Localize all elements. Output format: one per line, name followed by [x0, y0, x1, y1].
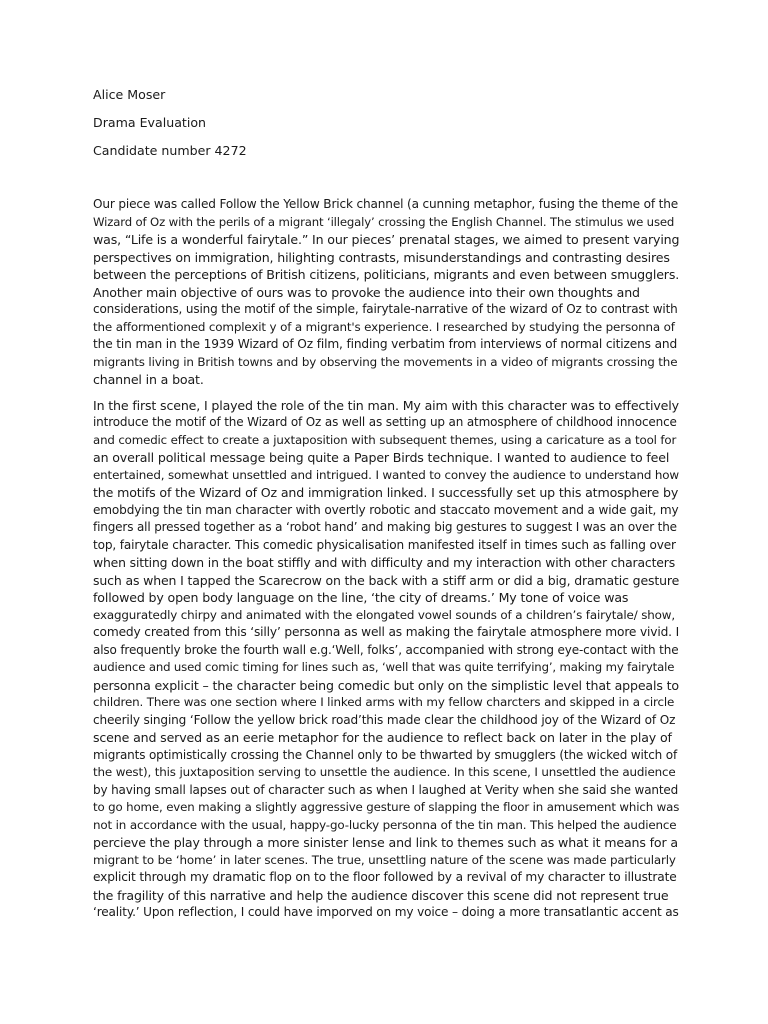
author-name: Alice Moser — [93, 87, 166, 102]
paragraph-line: introduce the motif of the Wizard of Oz as well as setting up an atmosphere of childhood innocence — [93, 415, 677, 429]
paragraph-line: and comedic effect to create a juxtaposition with subsequent themes, using a caricature as a tool for — [93, 432, 677, 447]
paragraph-line: Wizard of Oz with the perils of a migrant ‘illegaly’ crossing the English Channel. The stimulus we used — [93, 214, 675, 229]
paragraph-line: migrant to be ‘home’ in later scenes. The true, unsettling nature of the scene was made particularly — [93, 852, 676, 867]
paragraph-line: Another main objective of ours was to provoke the audience into their own thoughts and — [93, 284, 640, 300]
paragraph-line: migrants living in British towns and by observing the movements in a video of migrants crossing the — [93, 354, 678, 369]
paragraph-line: between the perceptions of British citizens, politicians, migrants and even between smugglers. — [93, 267, 680, 282]
paragraph-line: by having small lapses out of character such as when I laughed at Verity when she said she wanted — [93, 782, 679, 797]
paragraph-line: top, fairytale character. This comedic physicalisation manifested itself in times such as falling over — [93, 537, 676, 552]
paragraph-line: also frequently broke the fourth wall e.g.‘Well, folks’, accompanied with strong eye-contact with the — [93, 642, 679, 657]
paragraph-line: Our piece was called Follow the Yellow Brick channel (a cunning metaphor, fusing the theme of the — [93, 197, 679, 211]
document-page — [93, 86, 679, 930]
paragraph — [93, 196, 679, 389]
paragraph-line: personna explicit – the character being comedic but only on the simplistic level that appeals to — [93, 677, 679, 693]
paragraph-line: cheerily singing ‘Follow the yellow brick road’this made clear the childhood joy of the Wizard of Oz — [93, 712, 676, 727]
paragraph-line: to go home, even making a slightly aggressive gesture of slapping the floor in amusement which was — [93, 800, 680, 814]
paragraph — [93, 397, 679, 922]
paragraph-line: such as when I tapped the Scarecrow on the back with a stiff arm or did a big, dramatic gesture — [93, 572, 680, 588]
paragraph-line: followed by open body language on the line, ‘the city of dreams.’ My tone of voice was — [93, 590, 629, 605]
paragraph-line: exagguratedly chirpy and animated with the elongated vowel sounds of a children’s fairytale/ show, — [93, 607, 675, 622]
paragraph-line: fingers all pressed together as a ‘robot hand’ and making big gestures to suggest I was an over the — [93, 520, 677, 534]
paragraph-line: children. There was one section where I linked arms with my fellow charcters and skipped in a circle — [93, 695, 675, 709]
paragraph-line: the tin man in the 1939 Wizard of Oz film, finding verbatim from interviews of normal citizens and — [93, 337, 678, 351]
paragraph-line: migrants optimistically crossing the Channel only to be thwarted by smugglers (the wicked witch of — [93, 747, 678, 762]
paragraph-line: percieve the play through a more sinister lense and link to themes such as what it means for a — [93, 835, 678, 850]
paragraph-line: ‘reality.’ Upon reflection, I could have imporved on my voice – doing a more transatlantic accent as — [93, 905, 679, 919]
paragraph-line: the west), this juxtaposition serving to unsettle the audience. In this scene, I unsettled the audience — [93, 765, 676, 779]
paragraph-line: the afformentioned complexit y of a migrant's experience. I researched by studying the personna of — [93, 319, 675, 334]
paragraph-line: perspectives on immigration, hilighting contrasts, misunderstandings and contrasting desires — [93, 249, 670, 265]
paragraph-line: comedy created from this ‘silly’ personna as well as making the fairytale atmosphere more vivid. I — [93, 625, 680, 639]
paragraph-line: considerations, using the motif of the simple, fairytale-narrative of the wizard of Oz to contrast with — [93, 302, 678, 316]
paragraph-line: the motifs of the Wizard of Oz and immigration linked. I successfully set up this atmosphere by — [93, 485, 679, 500]
paragraph-line: explicit through my dramatic flop on to the floor followed by a revival of my character to illustrate — [93, 870, 677, 884]
paragraph-line: audience and used comic timing for lines such as, ‘well that was quite terrifying’, making my fairytale — [93, 660, 675, 674]
paragraph-line: the fragility of this narrative and help the audience discover this scene did not represent true — [93, 887, 669, 903]
paragraph-line: not in accordance with the usual, happy-go-lucky personna of the tin man. This helped the audience — [93, 817, 677, 832]
paragraph-line: an overall political message being quite a Paper Birds technique. I wanted to audience to feel — [93, 450, 670, 465]
candidate-number: Candidate number 4272 — [93, 143, 247, 158]
paragraph-line: scene and served as an eerie metaphor for the audience to reflect back on later in the play of — [93, 730, 672, 745]
body-text — [93, 196, 679, 922]
header-spacer — [93, 170, 679, 196]
paragraph-line: In the first scene, I played the role of the tin man. My aim with this character was to effectively — [93, 397, 679, 413]
document-subject: Drama Evaluation — [93, 115, 207, 130]
paragraph-line: was, “Life is a wonderful fairytale.” In our pieces’ prenatal stages, we aimed to present varying — [93, 232, 680, 247]
paragraph-line: entertained, somewhat unsettled and intrigued. I wanted to convey the audience to understand how — [93, 467, 680, 482]
paragraph-line: when sitting down in the boat stiffly and with difficulty and my interaction with other characters — [93, 555, 676, 570]
paragraph-line: channel in a boat. — [93, 372, 204, 387]
paragraph-line: emobdying the tin man character with overtly robotic and staccato movement and a wide gait, my — [93, 502, 679, 517]
